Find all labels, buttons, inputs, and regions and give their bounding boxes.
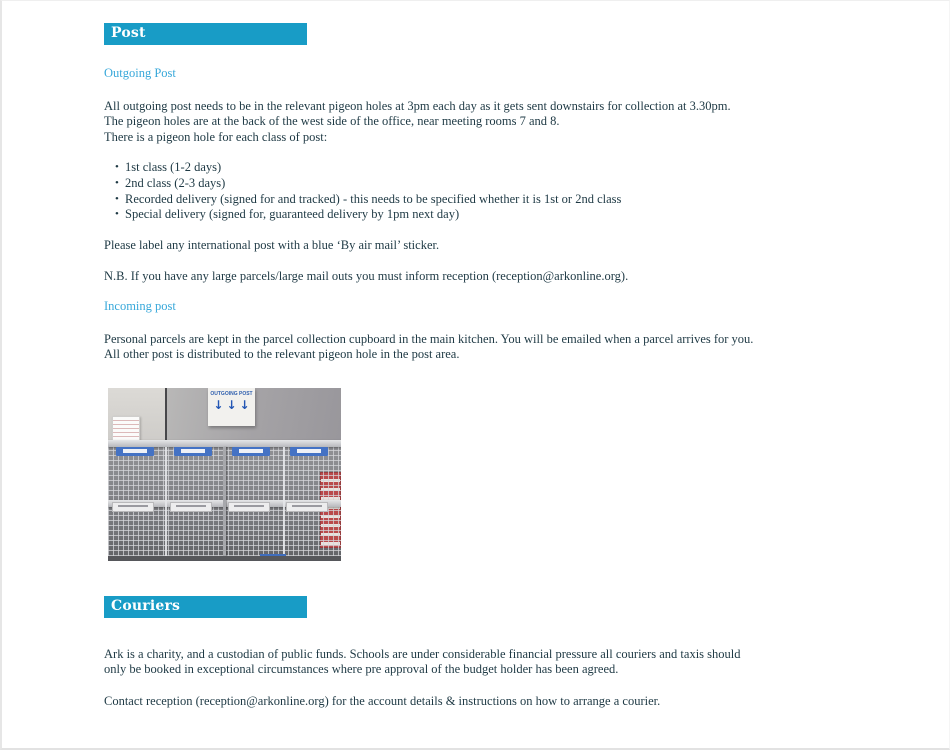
label-tag-white	[170, 502, 212, 512]
label-tag-white	[112, 502, 154, 512]
list-item: • Special delivery (signed for, guaranteed delivery by 1pm next day)	[115, 207, 824, 223]
airmail-note: Please label any international post with a blue ‘By air mail’ sticker.	[104, 238, 440, 253]
incoming-post-heading[interactable]: Incoming post	[104, 299, 176, 314]
couriers-contact-note: Contact reception (reception@arkonline.org) for the account details & instructions on how to arrange a courier.	[104, 693, 661, 708]
label-tag-white	[286, 502, 328, 512]
list-item: • 1st class (1-2 days)	[115, 160, 824, 176]
paragraph-line: Ark is a charity, and a custodian of public funds. Schools are under considerable financial pressure all couriers and taxis should	[104, 646, 741, 661]
mesh-divider-center	[223, 447, 226, 561]
mesh-divider	[165, 447, 167, 561]
down-arrows-icon: ↓↓↓	[213, 397, 253, 412]
label-tag-white	[228, 502, 270, 512]
list-item: • Recorded delivery (signed for and tracked) - this needs to be specified whether it is 1st or 2nd class	[115, 192, 824, 208]
outgoing-post-sign	[208, 388, 255, 426]
couriers-paragraph	[104, 647, 824, 678]
mesh-top-shelf	[108, 440, 341, 447]
paragraph-line: All other post is distributed to the relevant pigeon hole in the post area.	[104, 347, 460, 362]
outgoing-post-sign-text: OUTGOING POST	[210, 390, 253, 397]
paragraph-line: There is a pigeon hole for each class of post:	[104, 129, 328, 144]
document-content	[104, 23, 824, 709]
pigeon-holes-photo	[108, 388, 341, 561]
couriers-section-title: Couriers	[111, 597, 181, 614]
outgoing-intro-paragraph	[104, 99, 824, 146]
post-classes-list	[104, 160, 824, 223]
outgoing-post-heading[interactable]: Outgoing Post	[104, 66, 176, 80]
label-tag-blue	[116, 447, 154, 456]
paragraph-line: Personal parcels are kept in the parcel collection cupboard in the main kitchen. You will be emailed when a parcel arrives for you.	[104, 331, 754, 346]
post-section-title: Post	[111, 25, 146, 41]
incoming-paragraph	[104, 332, 824, 363]
large-parcels-note: N.B. If you have any large parcels/large mail outs you must inform reception (reception@arkonline.org).	[104, 268, 629, 283]
label-tag-blue	[290, 447, 328, 456]
paragraph-line: The pigeon holes are at the back of the west side of the office, near meeting rooms 7 and 8.	[104, 114, 560, 128]
mesh-divider	[283, 447, 285, 561]
mesh-floor-shadow	[108, 556, 341, 561]
couriers-section-header	[104, 596, 307, 618]
label-tag-blue	[232, 447, 270, 456]
post-section-header	[104, 23, 307, 45]
label-tag-blue	[174, 447, 212, 456]
paragraph-line: only be booked in exceptional circumstances where pre approval of the budget holder has been agreed.	[104, 662, 619, 677]
paragraph-line: All outgoing post needs to be in the relevant pigeon holes at 3pm each day as it gets sent downstairs for collection at 3.30pm.	[104, 98, 731, 113]
list-item: • 2nd class (2-3 days)	[115, 176, 824, 192]
